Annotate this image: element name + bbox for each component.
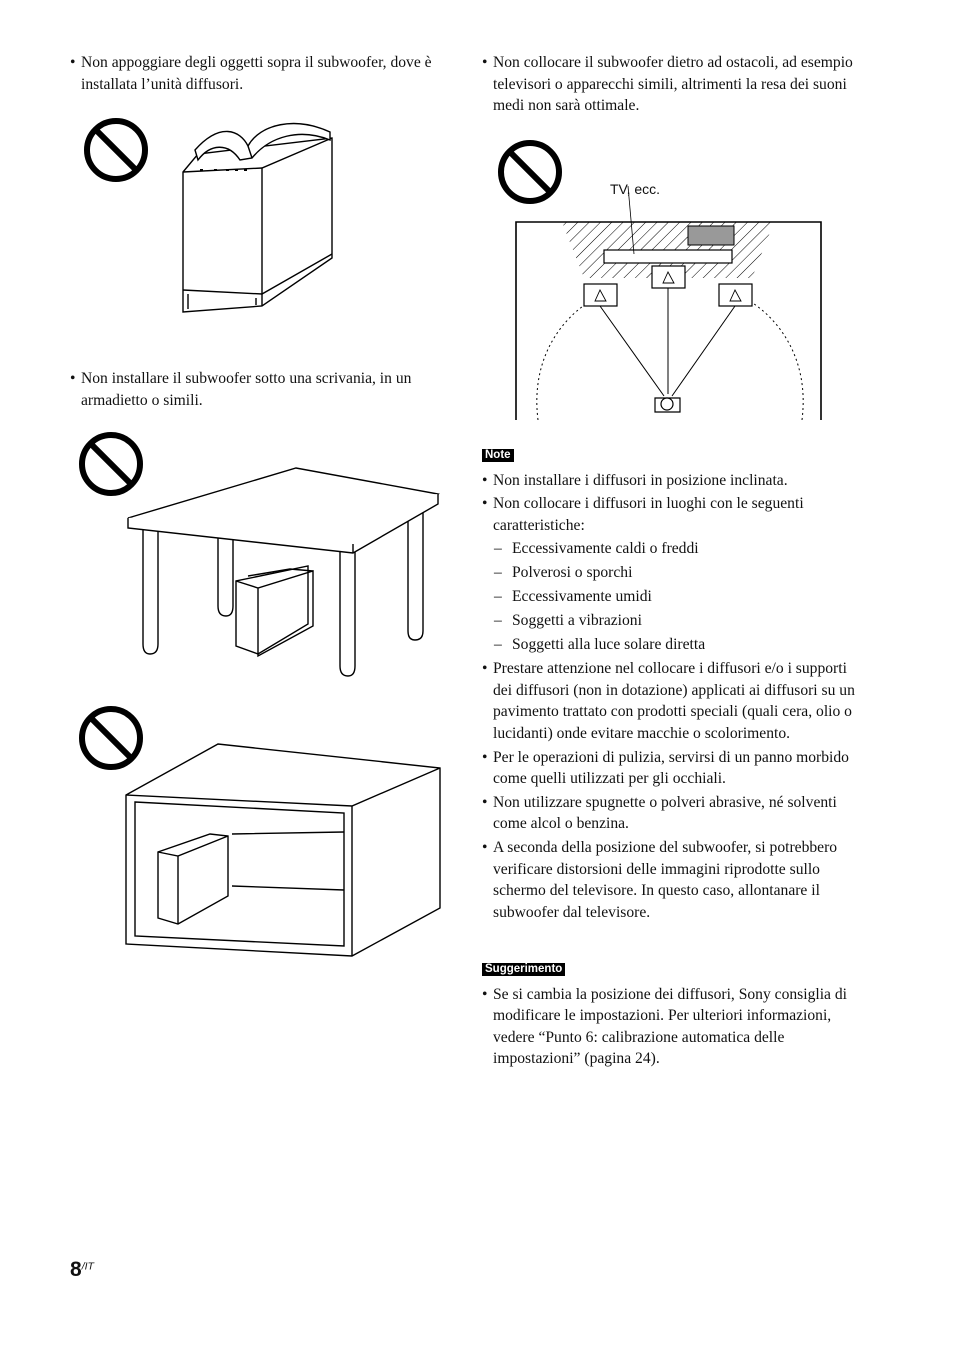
left-column (70, 52, 450, 97)
sublist-item: – Soggetti a vibrazioni (482, 610, 862, 632)
prohibited-icon (82, 435, 140, 493)
sublist-item: – Eccessivamente caldi o freddi (482, 538, 862, 560)
prohibited-icon (87, 121, 145, 179)
figure-subwoofer-under-desk (78, 426, 448, 681)
figure-speaker-placement (494, 136, 828, 424)
listener (655, 398, 680, 412)
note-item: • Non utilizzare spugnette o polveri abrasive, né solventi come alcol o benzina. (482, 792, 862, 835)
sublist-item: – Eccessivamente umidi (482, 586, 862, 608)
sublist-item: – Polverosi o sporchi (482, 562, 862, 584)
note-item: • Per le operazioni di pulizia, servirsi di un panno morbido come quelli utilizzati per gli occhiali. (482, 747, 862, 790)
notes-section (482, 443, 862, 925)
tip-section (482, 957, 862, 1072)
tip-badge: Suggerimento (482, 963, 565, 976)
page-number-value: 8 (70, 1258, 82, 1281)
note-item: • Prestare attenzione nel collocare i diffusori e/o i supporti dei diffusori (non in dotazione) applicati ai diffusori su un pavimento trattato con prodotti speciali (quali cera, olio o lucidanti) onde evitare macchie o scolorimento. (482, 658, 862, 744)
sublist-item: – Soggetti alla luce solare diretta (482, 634, 862, 656)
right-column-top (482, 52, 862, 119)
figure-subwoofer-with-object (80, 112, 350, 322)
bullet-no-objects-on-subwoofer: • Non appoggiare degli oggetti sopra il subwoofer, dove è installata l’unità diffusori. (70, 52, 450, 95)
bullet-no-obstacles: • Non collocare il subwoofer dietro ad ostacoli, ad esempio televisori o apparecchi simili, altrimenti la resa dei suoni medi non sarà ottimale. (482, 52, 862, 117)
note-item: • A seconda della posizione del subwoofer, si potrebbero verificare distorsioni delle immagini riprodotte sullo schermo del televisore. In questo caso, allontanare il subwoofer dal televisore. (482, 837, 862, 923)
page-number (70, 1258, 94, 1282)
prohibited-icon (501, 143, 559, 201)
tip-item: • Se si cambia la posizione dei diffusori, Sony consiglia di modificare le impostazioni. Per ulteriori informazioni, vedere “Punto 6: calibrazione automatica delle impostazioni” (pagina 24). (482, 984, 862, 1070)
note-badge: Note (482, 449, 514, 462)
prohibited-icon (82, 709, 140, 767)
note-item: • Non collocare i diffusori in luoghi con le seguenti caratteristiche: (482, 493, 862, 536)
bullet-no-under-desk: • Non installare il subwoofer sotto una scrivania, in un armadietto o simili. (70, 368, 450, 411)
page-number-suffix: /IT (81, 1260, 94, 1273)
note-item: • Non installare i diffusori in posizione inclinata. (482, 470, 862, 492)
left-column-2 (70, 368, 450, 413)
figure-subwoofer-in-cabinet (78, 700, 448, 962)
tv-label: TV, ecc. (610, 181, 661, 197)
